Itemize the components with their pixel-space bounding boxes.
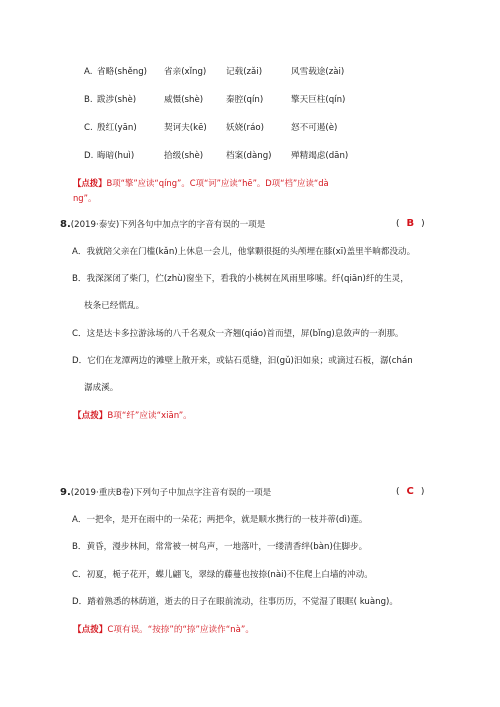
q9-stem [60, 487, 271, 499]
paren-close: ) [420, 487, 425, 497]
q9-option-b: B．黄昏，漫步林间，常常被一树鸟声，一地落叶，一缕清香绊(bàn)住脚步。 [72, 542, 368, 552]
paren-close: ) [421, 219, 425, 229]
paren-open: ( [396, 487, 400, 497]
q8-option-a: A．我就陪父亲在门槛(kǎn)上休息一会儿，他掌颗很挺的头颅埋在膝(xī)盖里半晌都没动。 [72, 247, 416, 257]
hint-text: B项“纤”应读“xiān”。 [107, 411, 192, 421]
hint-text: C项有误。“按捺”的“捺”应读作“nà”。 [107, 625, 254, 635]
q8-option-b-line1: B．我深深闭了柴门，伫(zhù)窗坐下，看我的小桃树在风雨里哆嗦。纤(qiān)纤的生灵， [72, 274, 409, 284]
option-item: 威慑(shè) [164, 95, 204, 105]
q8-option-b-line2: 枝条已经慌乱。 [84, 301, 145, 311]
option-label: C. [84, 123, 93, 133]
option-item: 记载(zǎi) [226, 67, 263, 77]
paren-open: ( [396, 219, 400, 229]
option-label: B. [84, 95, 93, 105]
question-number: 8. [60, 219, 71, 230]
option-item: 擎天巨柱(qín) [291, 95, 346, 105]
option-item: 省亲(xǐng) [164, 67, 207, 77]
q7-hint-line2: ng”。 [73, 193, 97, 203]
option-label: D. [84, 151, 94, 161]
hint-tag: 【点拨】 [73, 178, 107, 188]
q7-hint-line1 [73, 177, 329, 189]
hint-text: B项“擎”应读“qíng”。C项“诃”应读“hē”。D项“档”应读“dà [106, 178, 329, 188]
option-item: 档案(dàng) [226, 151, 272, 161]
option-item: 殷红(yān) [97, 123, 137, 133]
q8-stem [60, 219, 265, 231]
answer-letter: B [406, 218, 415, 229]
q8-answer-box [396, 218, 425, 229]
option-item: 契诃夫(kē) [164, 123, 207, 133]
q8-hint [73, 410, 192, 422]
option-item: 妖娆(ráo) [226, 123, 264, 133]
q9-option-c: C．初夏，栀子花开，蝶儿翩飞，翠绿的藤蔓也按捺(nài)不住爬上白墙的冲动。 [72, 570, 373, 580]
q8-option-d-line2: 潺成溪。 [84, 383, 119, 393]
option-item: 跋涉(shè) [97, 95, 137, 105]
question-text: (2019·重庆B卷)下列句子中加点字注音有误的一项是 [70, 488, 272, 498]
option-item: 风雪载途(zài) [291, 67, 345, 77]
question-text: (2019·泰安)下列各句中加点字的字音有误的一项是 [70, 220, 266, 230]
q9-option-a: A．一把伞，是开在雨中的一朵花；两把伞，就是顺水携行的一枝并蒂(dì)莲。 [72, 515, 368, 525]
hint-tag: 【点拨】 [73, 625, 108, 635]
q9-hint [73, 624, 254, 636]
option-item: 怒不可遏(è) [291, 123, 338, 133]
option-item: 秦腔(qín) [226, 95, 264, 105]
q9-option-d: D．踏着熟悉的林荫道，逝去的日子在眼前流动，往事历历，不觉湿了眼眶( kuàng)。 [72, 597, 398, 607]
q8-option-c: C．这是达卡多拉游泳场的八千名观众一齐翘(qiáo)首而望，屏(bǐng)息敛声的一刹那。 [72, 329, 404, 339]
option-item: 殚精竭虑(dān) [291, 151, 349, 161]
q8-option-d-line1: D．它们在龙潭两边的滩壁上散开来，或钻石觅缝，汩(gǔ)汩如泉；或滴过石板，潺(chán [72, 356, 413, 366]
hint-tag: 【点拨】 [73, 411, 108, 421]
option-item: 晦暗(huì) [97, 151, 135, 161]
option-item: 拾级(shè) [164, 151, 204, 161]
option-item: 省略(shěng) [97, 67, 148, 77]
q9-answer-box [396, 486, 424, 497]
option-label: A. [84, 67, 93, 77]
question-number: 9. [60, 487, 71, 498]
answer-letter: C [406, 486, 414, 497]
